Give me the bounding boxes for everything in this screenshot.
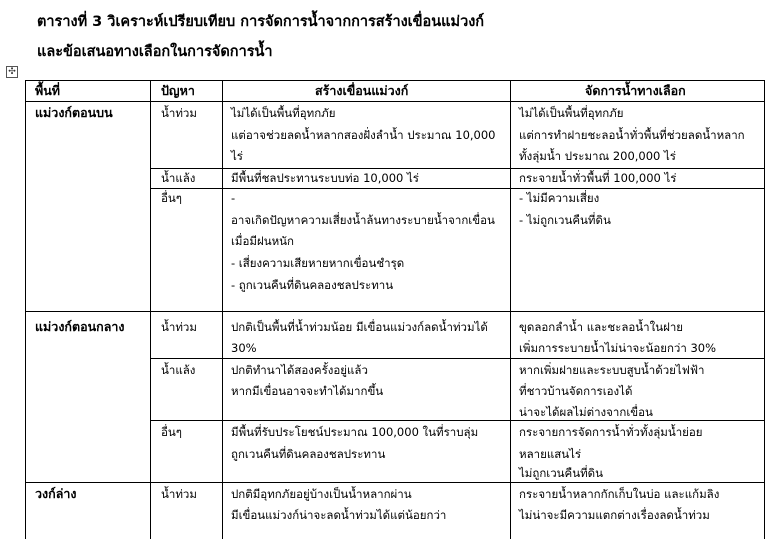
dam-upper-other-line: - [231, 191, 236, 205]
alt-middle-other-line: หลายแสนไร่ [519, 447, 582, 461]
alt-upper-other-line: - ไม่มีความเสี่ยง [519, 191, 600, 205]
alt-middle-flood-line: เพิ่มการระบายน้ำไม่น่าจะน้อยกว่า 30% [519, 341, 717, 355]
problem-lower-flood: น้ำท่วม [161, 487, 197, 501]
table-title-line-2: และข้อเสนอทางเลือกในการจัดการน้ำ [37, 44, 273, 60]
problem-middle-other: อื่นๆ [161, 425, 182, 439]
alt-upper-flood-line: ทั้งลุ่มน้ำ ประมาณ 200,000 ไร่ [519, 149, 676, 163]
table-move-handle-icon[interactable]: ✣ [6, 66, 18, 78]
column-divider [510, 80, 511, 539]
dam-upper-drought-line: มีพื้นที่ชลประทานระบบท่อ 10,000 ไร่ [231, 171, 419, 185]
dam-upper-flood-line: แต่อาจช่วยลดน้ำหลากสองฝั่งลำน้ำ ประมาณ 10,000 [231, 128, 496, 142]
alt-upper-flood-line: ไม่ได้เป็นพื้นที่อุทกภัย [519, 106, 624, 120]
alt-lower-flood-line: ไม่น่าจะมีความแตกต่างเรื่องลดน้ำท่วม [519, 508, 710, 522]
problem-upper-flood: น้ำท่วม [161, 106, 197, 120]
alt-upper-drought-line: กระจายน้ำทั่วพื้นที่ 100,000 ไร่ [519, 171, 677, 185]
alt-upper-flood-line: แต่การทำฝายชะลอน้ำทั่วพื้นที่ช่วยลดน้ำหลาก [519, 128, 745, 142]
dam-upper-flood-line: ไม่ได้เป็นพื้นที่อุทกภัย [231, 106, 336, 120]
header-dam: สร้างเขื่อนแม่วงก์ [315, 83, 409, 98]
row-divider [150, 188, 765, 189]
region-middle: แม่วงก์ตอนกลาง [35, 319, 125, 334]
dam-middle-drought-line: หากมีเขื่อนอาจจะทำได้มากขึ้น [231, 384, 384, 398]
problem-upper-drought: น้ำแล้ง [161, 171, 196, 185]
problem-middle-flood: น้ำท่วม [161, 320, 197, 334]
header-problem: ปัญหา [161, 83, 195, 98]
dam-middle-flood-line: ปกติเป็นพื้นที่น้ำท่วมน้อย มีเขื่อนแม่วงก์ลดน้ำท่วมได้ [231, 320, 488, 334]
region-upper: แม่วงก์ตอนบน [35, 105, 113, 120]
problem-middle-drought: น้ำแล้ง [161, 363, 196, 377]
dam-upper-other-line: เมื่อมีฝนหนัก [231, 234, 295, 248]
table-border-right [764, 80, 765, 539]
dam-upper-flood-line: ไร่ [231, 149, 243, 163]
region-divider [25, 482, 765, 483]
table-border-left [25, 80, 26, 539]
alt-lower-flood-line: กระจายน้ำหลากกักเก็บในบ่อ และแก้มลิง [519, 487, 720, 501]
region-divider [25, 311, 765, 312]
dam-middle-other-line: ถูกเวนคืนที่ดินคลองชลประทาน [231, 447, 386, 461]
dam-middle-drought-line: ปกติทำนาได้สองครั้งอยู่แล้ว [231, 363, 368, 377]
dam-upper-other-line: - เสี่ยงความเสียหายหากเขื่อนชำรุด [231, 256, 405, 270]
alt-middle-flood-line: ขุดลอกลำน้ำ และชะลอน้ำในฝาย [519, 320, 684, 334]
dam-lower-flood-line: ปกติมีอุทกภัยอยู่บ้างเป็นน้ำหลากผ่าน [231, 487, 412, 501]
comparison-table [25, 80, 765, 539]
header-area: พื้นที่ [35, 83, 61, 98]
alt-middle-drought-line: ที่ชาวบ้านจัดการเองได้ [519, 384, 633, 398]
region-lower: วงก์ล่าง [35, 486, 77, 501]
alt-upper-other-line: - ไม่ถูกเวนคืนที่ดิน [519, 213, 611, 227]
dam-middle-flood-line: 30% [231, 341, 257, 355]
dam-lower-flood-line: มีเขื่อนแม่วงก์น่าจะลดน้ำท่วมได้แต่น้อยกว่า [231, 508, 447, 522]
header-alternative: จัดการน้ำทางเลือก [585, 83, 686, 98]
dam-middle-other-line: มีพื้นที่รับประโยชน์ประมาณ 100,000 ในที่ราบลุ่ม [231, 425, 479, 439]
header-divider [25, 101, 765, 102]
column-divider [222, 80, 223, 539]
problem-upper-other: อื่นๆ [161, 191, 182, 205]
alt-middle-other-line: ไม่ถูกเวนคืนที่ดิน [519, 466, 604, 480]
table-title-line-1: ตารางที่ 3 วิเคราะห์เปรียบเทียบ การจัดการน้ำจากการสร้างเขื่อนแม่วงก์ [37, 14, 485, 30]
dam-upper-other-line: อาจเกิดปัญหาความเสี่ยงน้ำล้นทางระบายน้ำจากเขื่อน [231, 213, 495, 227]
alt-middle-drought-line: น่าจะได้ผลไม่ต่างจากเขื่อน [519, 405, 653, 419]
alt-middle-drought-line: หากเพิ่มฝายและระบบสูบน้ำด้วยไฟฟ้า [519, 363, 705, 377]
column-divider [150, 80, 151, 539]
row-divider [150, 420, 765, 421]
dam-upper-other-line: - ถูกเวนคืนที่ดินคลองชลประทาน [231, 278, 394, 292]
alt-middle-other-line: กระจายการจัดการน้ำทั่วทั้งลุ่มน้ำย่อย [519, 425, 703, 439]
row-divider [150, 358, 765, 359]
